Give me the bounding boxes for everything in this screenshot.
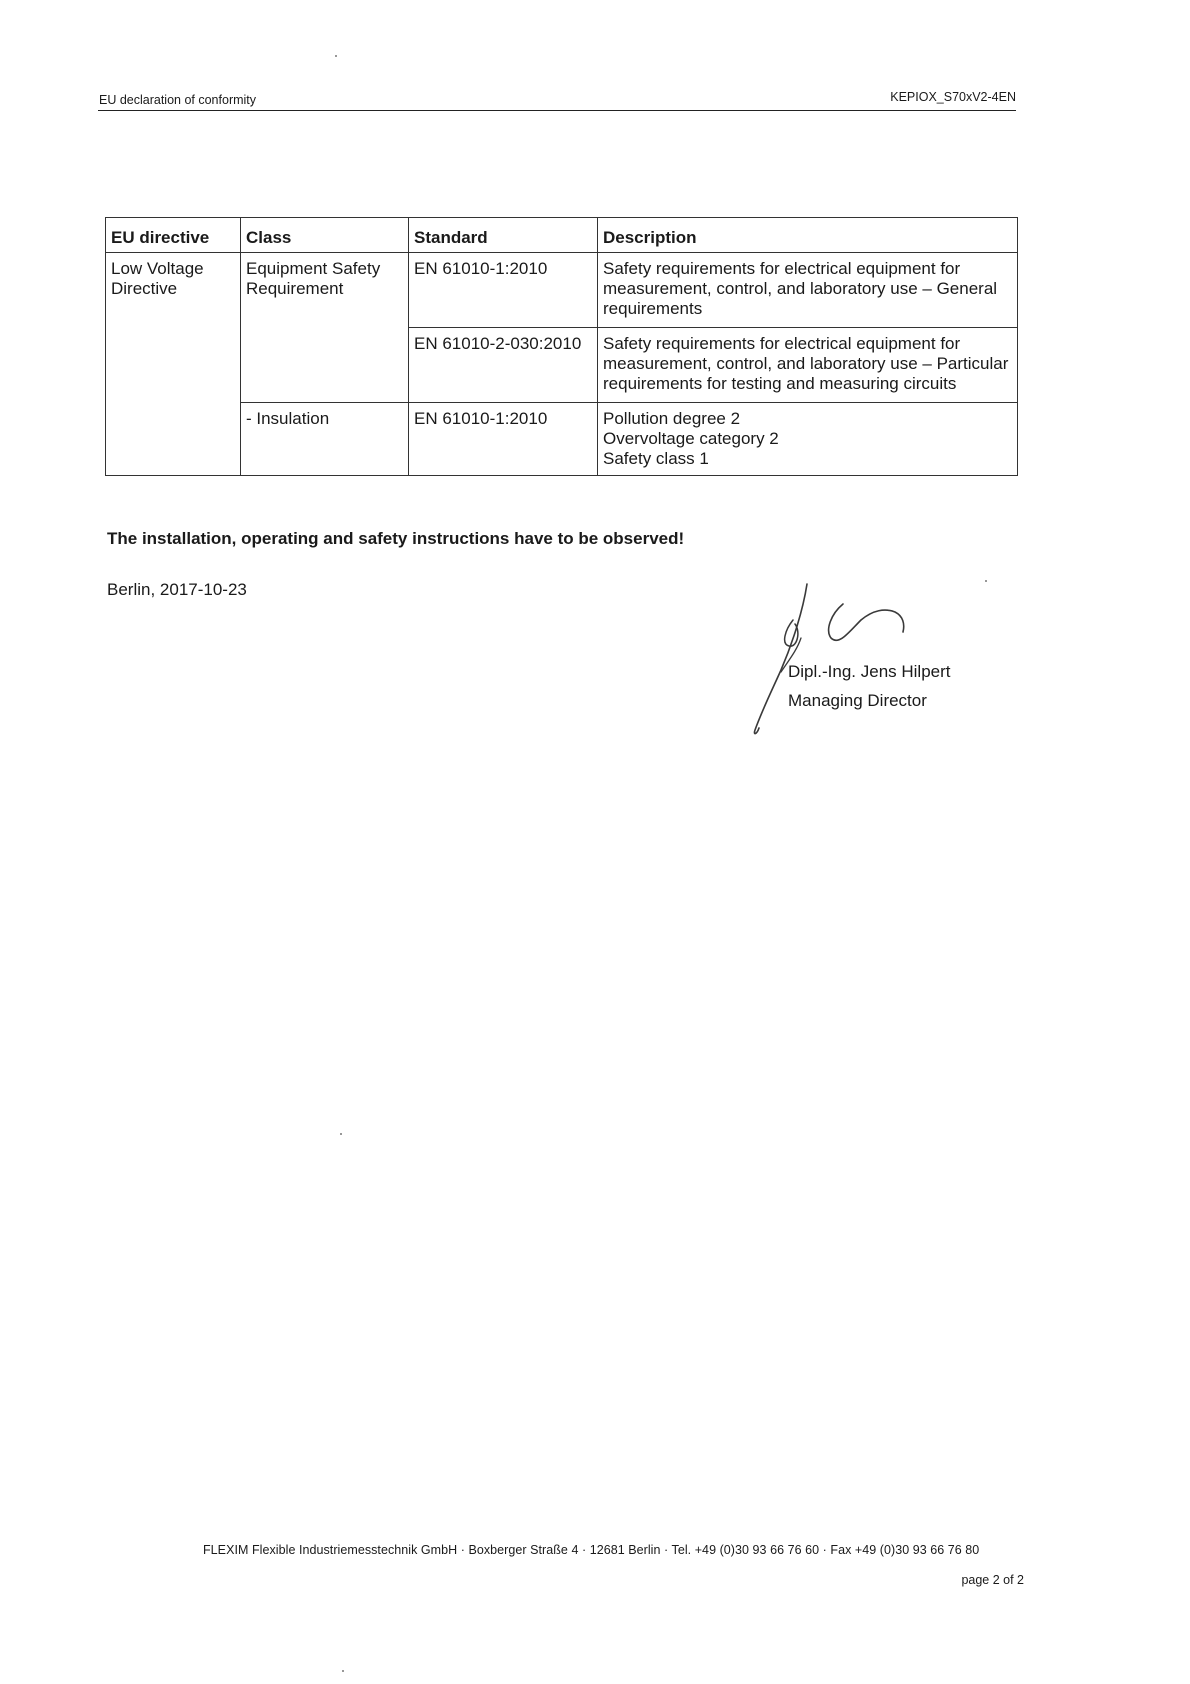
header-standard: Standard xyxy=(409,218,598,253)
place-date: Berlin, 2017-10-23 xyxy=(107,580,247,599)
footer-company-info: FLEXIM Flexible Industriemesstechnik GmbH · Boxberger Straße 4 · 12681 Berlin · Tel. +49 (0)30 93 66 76 60 · Fax +49 (0)30 93 66 76 80 xyxy=(203,1543,980,1557)
header-description: Description xyxy=(598,218,1018,253)
cell-description: Safety requirements for electrical equipment for measurement, control, and laboratory use – General requirements xyxy=(598,253,1018,328)
signer-role: Managing Director xyxy=(788,691,927,710)
document-code: KEPIOX_S70xV2-4EN xyxy=(890,90,1016,104)
handwritten-signature xyxy=(745,580,945,740)
cell-standard: EN 61010-1:2010 xyxy=(409,253,598,328)
page-header xyxy=(98,92,1016,111)
cell-class-insulation: - Insulation xyxy=(241,403,409,476)
cell-description: Pollution degree 2 Overvoltage category 2 Safety class 1 xyxy=(598,403,1018,476)
signer-name: Dipl.-Ing. Jens Hilpert xyxy=(788,662,951,681)
cell-class-equipment: Equipment Safety Requirement xyxy=(241,253,409,403)
table-row xyxy=(106,253,1018,328)
document-title: EU declaration of conformity xyxy=(99,93,257,107)
page-number: page 2 of 2 xyxy=(961,1573,1024,1587)
scan-speck xyxy=(340,1133,342,1135)
table-header-row xyxy=(106,218,1018,253)
cell-standard: EN 61010-1:2010 xyxy=(409,403,598,476)
cell-directive: Low Voltage Directive xyxy=(106,253,241,476)
safety-notice: The installation, operating and safety instructions have to be observed! xyxy=(107,529,685,548)
scan-speck xyxy=(335,55,337,57)
conformity-table xyxy=(105,217,1018,476)
header-eu-directive: EU directive xyxy=(106,218,241,253)
cell-description: Safety requirements for electrical equipment for measurement, control, and laboratory use – Particular requirements for testing and measuring circuits xyxy=(598,328,1018,403)
cell-standard: EN 61010-2-030:2010 xyxy=(409,328,598,403)
scan-speck xyxy=(985,580,987,582)
table-row xyxy=(106,403,1018,476)
header-class: Class xyxy=(241,218,409,253)
scan-speck xyxy=(342,1670,344,1672)
